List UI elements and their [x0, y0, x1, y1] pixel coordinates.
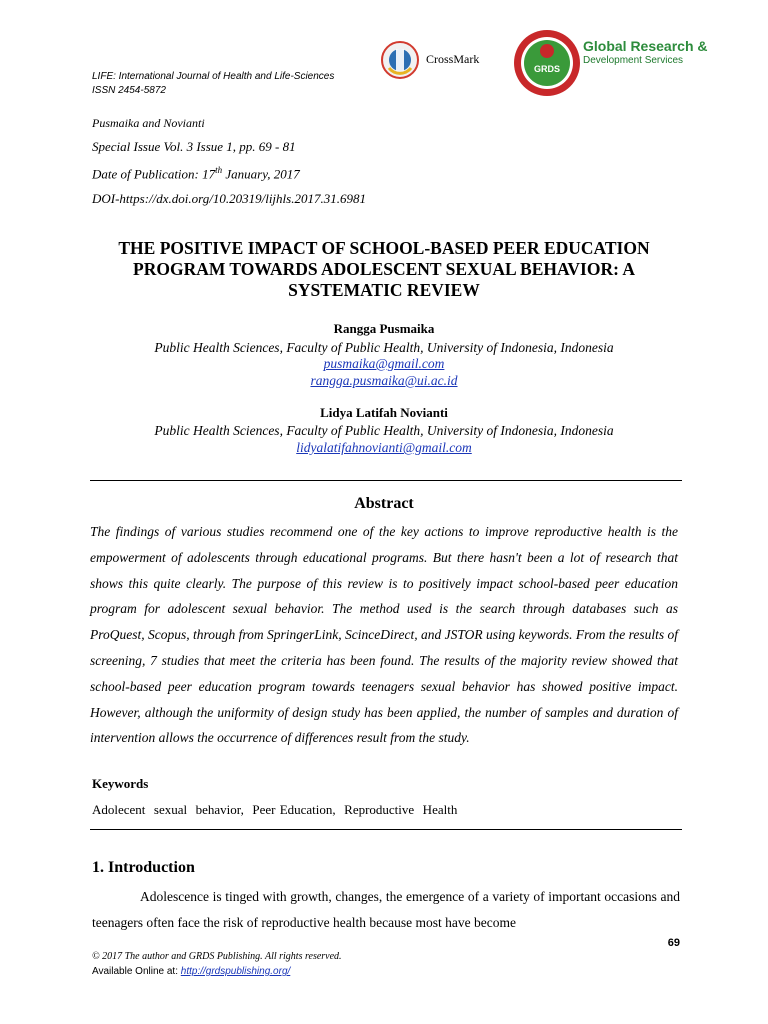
introduction-body: Adolescence is tinged with growth, changes, the emergence of a variety of important occasions and teenagers often face the risk of reproductive health because most have become: [92, 889, 680, 930]
crossmark-label: CrossMark: [426, 52, 480, 66]
journal-name: LIFE: International Journal of Health and Life-Sciences: [92, 71, 335, 82]
abstract-body: The findings of various studies recommend one of the key actions to improve reproductive health is the empowerment of adolescents through educational programs. But there hasn't been a lot of research that shows this quite clearly. The purpose of this review is to positively impact school-based peer education program for adolescent sexual behavior. The method used is the search through databases such as ProQuest, Scopus, through from SpringerLink, ScinceDirect, and JSTOR using keywords. From the results of screening, 7 studies that meet the criteria has been found. The results of the majority review showed that school-based peer education program towards teenagers sexual behavior has showed positive impact. However, although the uniformity of design study has been applied, the number of samples and duration of intervention allows the occurrence of differences result from the study.: [90, 524, 678, 746]
author-email[interactable]: rangga.pusmaika@ui.ac.id: [310, 373, 458, 388]
issue-info: Special Issue Vol. 3 Issue 1, pp. 69 - 81: [92, 139, 296, 154]
crossmark-icon: [380, 40, 424, 80]
author-email[interactable]: pusmaika@gmail.com: [323, 356, 445, 371]
keywords-heading: Keywords: [92, 776, 149, 791]
author-affiliation: Public Health Sciences, Faculty of Public Health, University of Indonesia, Indonesia: [154, 340, 614, 355]
author-name: Lidya Latifah Novianti: [320, 405, 448, 420]
publisher-name: Global Research &: [583, 38, 708, 54]
authors-short: Pusmaika and Novianti: [92, 116, 205, 130]
publication-date-suffix: January, 2017: [222, 166, 300, 182]
paper-title: THE POSITIVE IMPACT OF SCHOOL-BASED PEER EDUCATION PROGRAM TOWARDS ADOLESCENT SEXUAL BEHAVIOR: A SYSTEMATIC REVIEW: [118, 238, 650, 300]
publisher-subtitle: Development Services: [583, 55, 684, 66]
keywords-list: Adolecent sexual behavior, Peer Education, Reproductive Health: [92, 802, 458, 817]
publication-date: [92, 165, 300, 182]
publication-date-sup: th: [215, 165, 223, 175]
available-label: Available Online at:: [92, 966, 181, 977]
introduction-heading: 1. Introduction: [92, 859, 195, 876]
abstract-heading: Abstract: [354, 495, 414, 512]
section-divider: [90, 480, 682, 481]
page-number: 69: [667, 937, 680, 949]
grds-logo-text: GRDS: [533, 64, 561, 74]
section-divider: [90, 829, 682, 830]
copyright: © 2017 The author and GRDS Publishing. All rights reserved.: [92, 951, 342, 962]
issn: ISSN 2454-5872: [92, 85, 166, 96]
author-name: Rangga Pusmaika: [333, 321, 435, 336]
publication-date-prefix: Date of Publication: 17: [92, 166, 216, 182]
available-online: [92, 966, 290, 977]
grds-logo: [512, 28, 582, 98]
author-affiliation: Public Health Sciences, Faculty of Public Health, University of Indonesia, Indonesia: [154, 423, 614, 438]
doi[interactable]: DOI-https://dx.doi.org/10.20319/lijhls.2017.31.6981: [92, 191, 366, 206]
author-email[interactable]: lidyalatifahnovianti@gmail.com: [296, 440, 472, 455]
publisher-link[interactable]: http://grdspublishing.org/: [180, 966, 291, 977]
